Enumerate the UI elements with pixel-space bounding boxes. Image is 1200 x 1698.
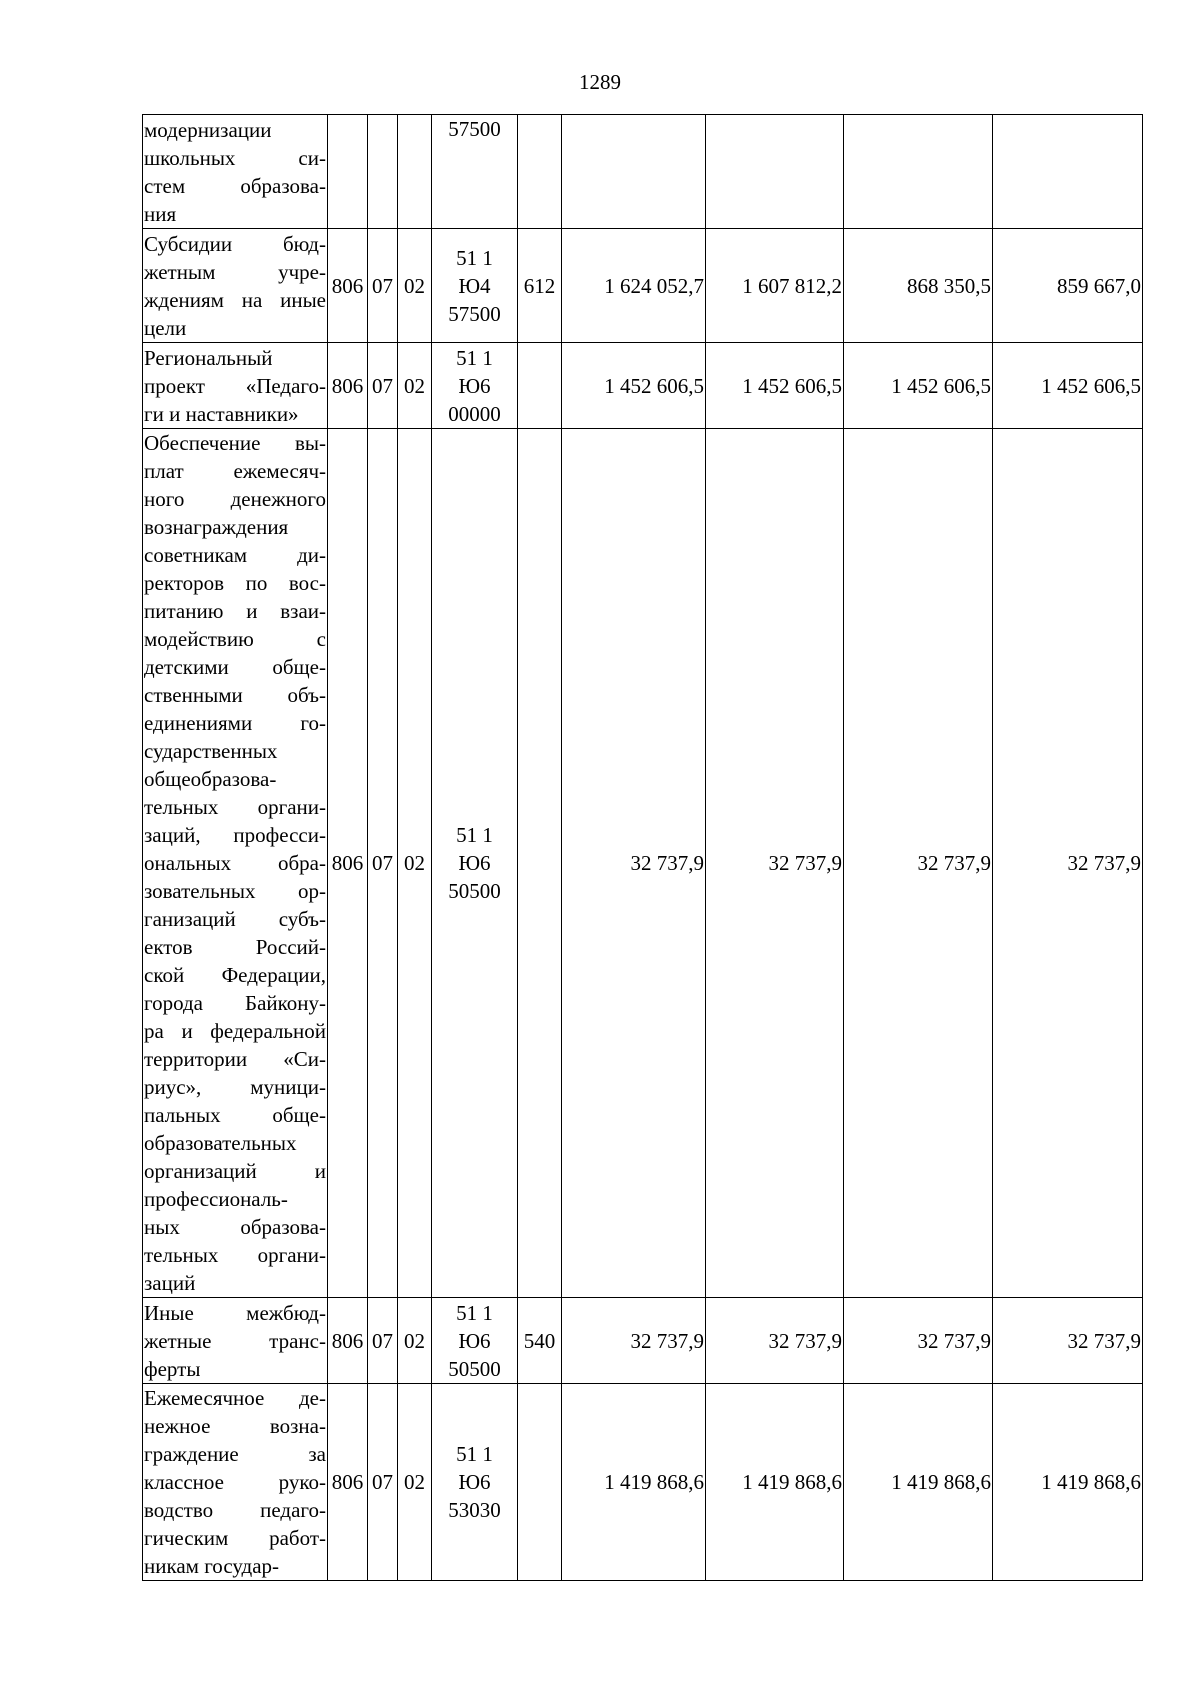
table-row (143, 1298, 1143, 1384)
target-article-code (432, 229, 518, 343)
row-name-line: зовательных ор- (144, 879, 326, 903)
row-name-line: ферты (144, 1356, 201, 1381)
row-name-line: тельных органи- (144, 795, 326, 819)
row-name-line: жетным учре- (144, 259, 326, 284)
row-name (143, 115, 328, 229)
row-name-line: города Байкону- (144, 991, 326, 1015)
subsection-code: 02 (398, 1298, 432, 1384)
row-name-line: пальных обще- (144, 1103, 326, 1127)
table-row (143, 343, 1143, 429)
row-name-line: никам государ- (144, 1554, 280, 1578)
page-number: 1289 (579, 70, 621, 94)
row-name-line: Иные межбюд- (144, 1300, 326, 1325)
row-name-line: граждение за (144, 1442, 326, 1466)
row-name-line: школьных си- (144, 145, 326, 170)
ministry-code: 806 (328, 343, 368, 429)
row-name-line: Ежемесячное де- (144, 1386, 326, 1410)
amount-cell (562, 115, 706, 229)
amount-cell: 1 452 606,5 (993, 343, 1143, 429)
amount-cell: 32 737,9 (562, 1298, 706, 1384)
target-article-code-part: 53030 (448, 1498, 501, 1522)
row-name (143, 1298, 328, 1384)
row-name-line: ректоров по вос- (144, 571, 326, 595)
subsection-code: 02 (398, 1384, 432, 1581)
row-name-line: ганизаций субъ- (144, 907, 326, 931)
row-name-line: ния (144, 201, 177, 226)
subsection-code: 02 (398, 429, 432, 1298)
amount-cell: 1 452 606,5 (844, 343, 993, 429)
subsection-code: 02 (398, 229, 432, 343)
target-article-code (432, 115, 518, 229)
row-name-line: советникам ди- (144, 543, 326, 567)
row-name (143, 429, 328, 1298)
row-name-line: Субсидии бюд- (144, 231, 326, 256)
amount-cell: 859 667,0 (993, 229, 1143, 343)
ministry-code: 806 (328, 1384, 368, 1581)
target-article-code-part: 51 1 (456, 1442, 493, 1466)
amount-cell (993, 115, 1143, 229)
target-article-code-part: 50500 (448, 879, 501, 903)
target-article-code-part: Ю6 (458, 373, 491, 398)
row-name-line: образовательных (144, 1131, 297, 1155)
expense-type-code (518, 115, 562, 229)
target-article-code-part: 50500 (448, 1356, 501, 1381)
row-name-line: Обеспечение вы- (144, 431, 326, 455)
target-article-code (432, 343, 518, 429)
row-name-line: территории «Си- (144, 1047, 326, 1071)
amount-cell: 32 737,9 (706, 1298, 844, 1384)
table-row (143, 115, 1143, 229)
row-name-line: тельных органи- (144, 1243, 326, 1267)
ministry-code: 806 (328, 429, 368, 1298)
row-name-line: жетные транс- (144, 1328, 326, 1353)
budget-table (142, 114, 1143, 1581)
amount-cell: 32 737,9 (993, 429, 1143, 1298)
row-name-line: заций, професси- (144, 823, 326, 847)
target-article-code-part: 51 1 (456, 823, 493, 847)
row-name-line: ного денежного (144, 487, 326, 511)
amount-cell: 1 419 868,6 (844, 1384, 993, 1581)
row-name-line: ской Федерации, (144, 963, 326, 987)
ministry-code: 806 (328, 229, 368, 343)
amount-cell (844, 115, 993, 229)
target-article-code-part: Ю6 (458, 851, 491, 875)
section-code: 07 (368, 229, 398, 343)
budget-table-body (143, 115, 1143, 1581)
row-name-line: ектов Россий- (144, 935, 326, 959)
row-name-line: ждениям на иные (144, 287, 326, 312)
expense-type-code (518, 343, 562, 429)
amount-cell: 1 624 052,7 (562, 229, 706, 343)
row-name-line: модернизации (144, 117, 272, 142)
row-name (143, 343, 328, 429)
amount-cell: 32 737,9 (706, 429, 844, 1298)
row-name-line: ра и федеральной (144, 1019, 326, 1043)
row-name-line: ных образова- (144, 1215, 326, 1239)
section-code: 07 (368, 429, 398, 1298)
row-name-line: ональных обра- (144, 851, 326, 875)
expense-type-code (518, 1384, 562, 1581)
target-article-code-part: Ю6 (458, 1470, 491, 1494)
row-name-line: нежное возна- (144, 1414, 326, 1438)
table-row (143, 429, 1143, 1298)
table-row (143, 1384, 1143, 1581)
row-name-line: детскими обще- (144, 655, 326, 679)
row-name-line: модействию с (144, 627, 326, 651)
section-code (368, 115, 398, 229)
row-name-line: вознаграждения (144, 515, 289, 539)
expense-type-code (518, 429, 562, 1298)
row-name-line: цели (144, 315, 187, 340)
target-article-code-part: 57500 (448, 301, 501, 326)
amount-cell: 1 419 868,6 (562, 1384, 706, 1581)
row-name-line: стем образова- (144, 173, 326, 198)
target-article-code (432, 429, 518, 1298)
target-article-code-part: 51 1 (456, 345, 493, 370)
target-article-code (432, 1298, 518, 1384)
amount-cell: 32 737,9 (844, 1298, 993, 1384)
section-code: 07 (368, 343, 398, 429)
amount-cell: 32 737,9 (844, 429, 993, 1298)
row-name-line: плат ежемесяч- (144, 459, 326, 483)
row-name-line: единениями го- (144, 711, 326, 735)
amount-cell: 1 452 606,5 (706, 343, 844, 429)
target-article-code-part: Ю6 (458, 1328, 491, 1353)
table-row (143, 229, 1143, 343)
row-name (143, 1384, 328, 1581)
row-name-line: питанию и взаи- (144, 599, 326, 623)
amount-cell: 32 737,9 (993, 1298, 1143, 1384)
target-article-code-part: Ю4 (458, 273, 491, 298)
ministry-code: 806 (328, 1298, 368, 1384)
section-code: 07 (368, 1298, 398, 1384)
row-name-line: сударственных (144, 739, 278, 763)
row-name-line: классное руко- (144, 1470, 326, 1494)
row-name-line: организаций и (144, 1159, 326, 1183)
amount-cell: 1 452 606,5 (562, 343, 706, 429)
target-article-code-part: 51 1 (456, 245, 493, 270)
row-name (143, 229, 328, 343)
row-name-line: ственными объ- (144, 683, 326, 707)
row-name-line: Региональный (144, 345, 273, 370)
amount-cell (706, 115, 844, 229)
amount-cell: 1 419 868,6 (993, 1384, 1143, 1581)
row-name-line: профессиональ- (144, 1187, 288, 1211)
amount-cell: 868 350,5 (844, 229, 993, 343)
subsection-code: 02 (398, 343, 432, 429)
expense-type-code: 612 (518, 229, 562, 343)
row-name-line: риус», муници- (144, 1075, 326, 1099)
target-article-code (432, 1384, 518, 1581)
amount-cell: 1 419 868,6 (706, 1384, 844, 1581)
target-article-code-part: 51 1 (456, 1300, 493, 1325)
subsection-code (398, 115, 432, 229)
row-name-line: водство педаго- (144, 1498, 326, 1522)
section-code: 07 (368, 1384, 398, 1581)
amount-cell: 32 737,9 (562, 429, 706, 1298)
target-article-code-part: 57500 (448, 117, 501, 141)
row-name-line: заций (144, 1271, 196, 1295)
amount-cell: 1 607 812,2 (706, 229, 844, 343)
row-name-line: проект «Педаго- (144, 373, 326, 398)
expense-type-code: 540 (518, 1298, 562, 1384)
row-name-line: общеобразова- (144, 767, 277, 791)
target-article-code-part: 00000 (448, 401, 501, 426)
row-name-line: гическим работ- (144, 1526, 326, 1550)
ministry-code (328, 115, 368, 229)
row-name-line: ги и наставники» (144, 401, 299, 426)
